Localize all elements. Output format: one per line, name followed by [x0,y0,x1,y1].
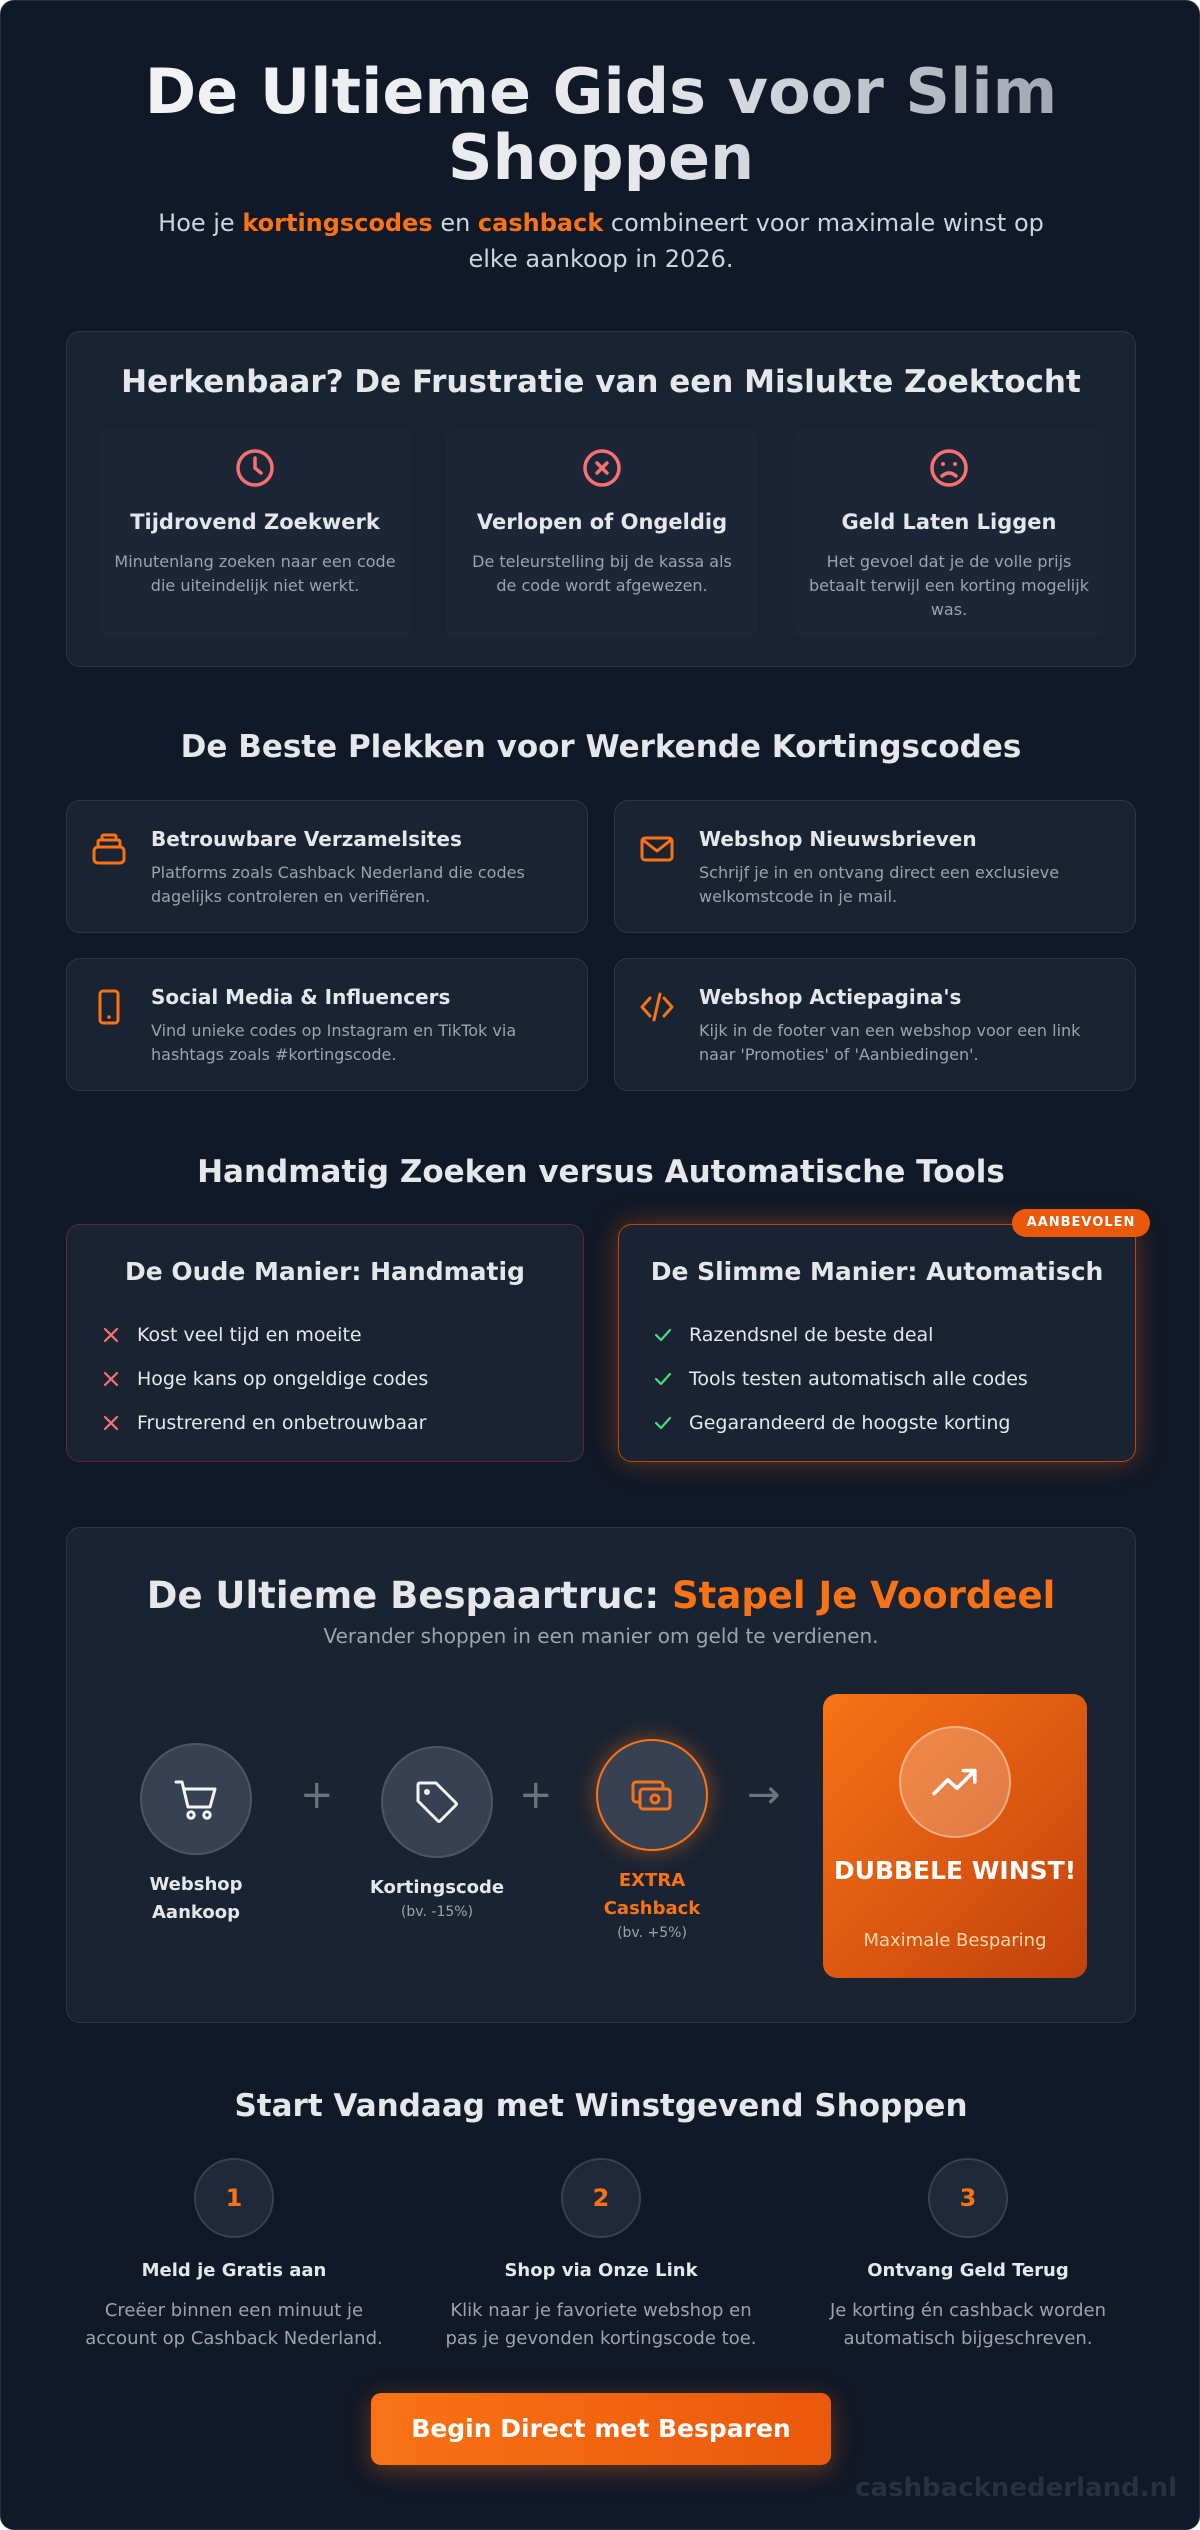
frustration-item [446,430,758,636]
page-title: De Ultieme Gids voor Slim Shoppen [121,59,1081,191]
start-title: Start Vandaag met Winstgevend Shoppen [234,2088,968,2124]
frustration-section [66,331,1136,667]
automatic-method-title: De Slimme Manier: Automatisch [650,1257,1104,1286]
plus-icon: + [519,1772,553,1818]
frustration-title: Herkenbaar? De Frustratie van een Mislukte Zoektocht [121,364,1081,400]
sad-face-icon [929,448,969,488]
automatic-method-card [618,1224,1136,1462]
place-card [66,958,588,1091]
frustration-item-title: Verlopen of Ongeldig [476,510,728,534]
place-card [614,958,1136,1091]
x-mark-icon [101,1369,121,1389]
page-subtitle: Hoe je kortingscodes en cashback combineert voor maximale winst op elke aankoop in 2026. [158,209,1044,273]
begin-saving-button[interactable]: Begin Direct met Besparen [371,2393,831,2465]
places-title: De Beste Plekken voor Werkende Kortingscodes [180,729,1022,765]
compare-title: Handmatig Zoeken versus Automatische Tools [197,1154,1005,1190]
tag-icon [412,1777,462,1827]
manual-method-list [101,1313,428,1445]
stack-step-label: EXTRA Cashback [603,1870,701,1919]
frustration-item-text: Het gevoel dat je de volle prijs betaalt terwijl een korting mogelijk was. [809,552,1089,619]
place-text: Platforms zoals Cashback Nederland die codes dagelijks controleren en verifiëren. [151,863,525,906]
place-text: Kijk in de footer van een webshop voor een link naar 'Promoties' of 'Aanbiedingen'. [699,1021,1081,1064]
highlight-cashback: cashback [477,209,604,237]
step-text: Je korting én cashback worden automatisch bijgeschreven. [829,2300,1107,2349]
check-icon [653,1325,673,1345]
frustration-item [99,430,411,636]
step-title: Shop via Onze Link [504,2260,698,2281]
list-item: Kost veel tijd en moeite [101,1313,428,1357]
place-title: Webshop Nieuwsbrieven [699,827,977,851]
step-number: 2 [561,2158,641,2238]
list-item: Frustrerend en onbetrouwbaar [101,1401,428,1445]
double-win-subtitle: Maximale Besparing [863,1930,1047,1951]
clock-icon [235,448,275,488]
stack-step [347,1746,527,1920]
stack-subtitle: Verander shoppen in een manier om geld te verdienen. [323,1624,879,1648]
place-text: Schrijf je in en ontvang direct een exclusieve welkomstcode in je mail. [699,863,1060,906]
stack-step-note: (bv. -15%) [400,1904,474,1920]
frustration-item [793,430,1105,636]
cart-icon [171,1774,221,1824]
arrow-right-icon: → [747,1772,781,1818]
place-title: Social Media & Influencers [151,985,451,1009]
manual-method-title: De Oude Manier: Handmatig [125,1257,525,1286]
code-icon [639,989,675,1025]
step-title: Meld je Gratis aan [141,2260,327,2281]
list-item: Gegarandeerd de hoogste korting [653,1401,1028,1445]
highlight-kortingscodes: kortingscodes [242,209,433,237]
step-text: Klik naar je favoriete webshop en pas je gevonden kortingscode toe. [445,2300,757,2349]
step-number: 1 [194,2158,274,2238]
double-win-card [823,1694,1087,1978]
check-icon [653,1413,673,1433]
trend-up-icon [929,1756,981,1808]
stack-step-label: Kortingscode [369,1877,505,1898]
double-win-title: DUBBELE WINST! [833,1856,1077,1885]
plus-icon: + [300,1772,334,1818]
frustration-item-text: Minutenlang zoeken naar een code die uiteindelijk niet werkt. [114,552,396,595]
stack-icon [91,831,127,867]
hero [1,55,1200,277]
step-title: Ontvang Geld Terug [867,2260,1069,2281]
phone-icon [91,989,127,1025]
check-icon [653,1369,673,1389]
place-title: Webshop Actiepagina's [699,985,962,1009]
frustration-item-title: Geld Laten Liggen [841,510,1057,534]
stack-step [577,1739,727,1941]
stack-title: De Ultieme Bespaartruc: Stapel Je Voordeel [146,1574,1056,1617]
place-text: Vind unieke codes op Instagram en TikTok via hashtags zoals #kortingscode. [151,1021,517,1064]
frustration-item-text: De teleurstelling bij de kassa als de code wordt afgewezen. [472,552,732,595]
cash-icon [627,1770,677,1820]
list-item: Tools testen automatisch alle codes [653,1357,1028,1401]
automatic-method-list [653,1313,1028,1445]
place-card [614,800,1136,933]
stack-step [126,1743,266,1927]
list-item: Razendsnel de beste deal [653,1313,1028,1357]
place-card [66,800,588,933]
mail-icon [639,831,675,867]
step-text: Creëer binnen een minuut je account op Cashback Nederland. [85,2300,383,2349]
stack-section [66,1527,1136,2023]
stack-step-note: (bv. +5%) [617,1925,687,1941]
place-title: Betrouwbare Verzamelsites [151,827,462,851]
stack-step-label: Webshop Aankoop [149,1874,243,1923]
x-mark-icon [101,1325,121,1345]
recommended-badge: AANBEVOLEN [1012,1209,1150,1237]
watermark: cashbacknederland.nl [855,2473,1177,2503]
step-number: 3 [928,2158,1008,2238]
list-item: Hoge kans op ongeldige codes [101,1357,428,1401]
x-mark-icon [101,1413,121,1433]
manual-method-card [66,1224,584,1462]
frustration-item-title: Tijdrovend Zoekwerk [130,510,380,534]
x-circle-icon [582,448,622,488]
